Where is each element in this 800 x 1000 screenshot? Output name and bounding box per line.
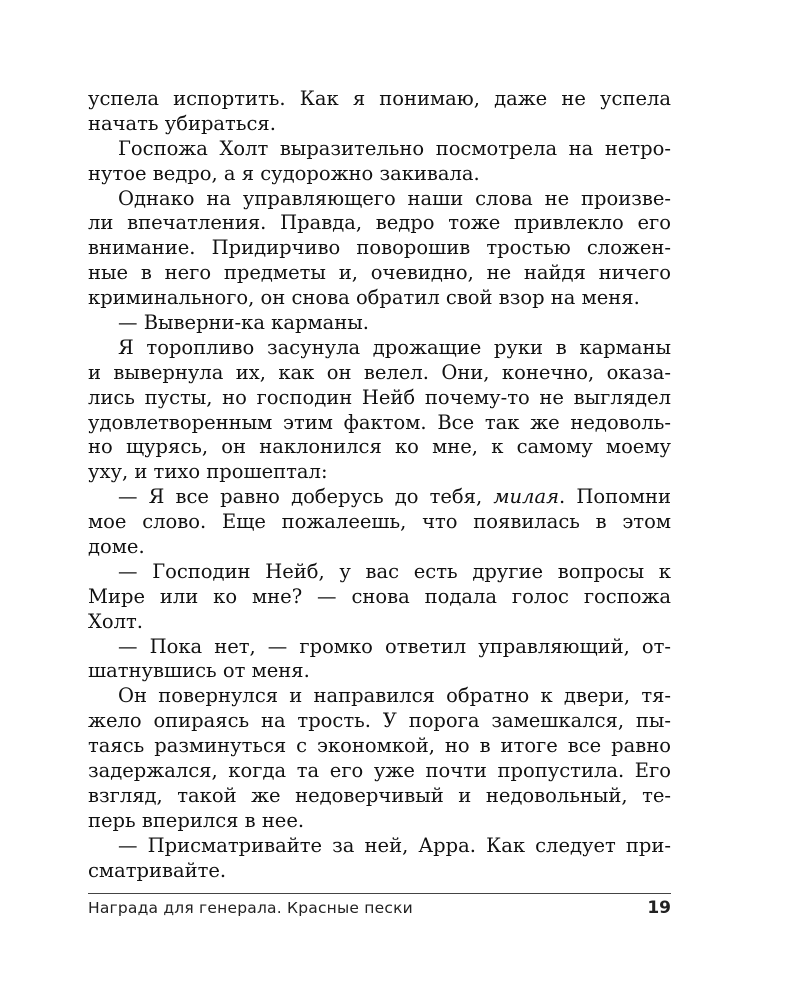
text-line: перь вперился в нее. — [88, 808, 305, 832]
text-line: Он повернулся и направился обратно к двери, тя- — [118, 684, 671, 708]
text-line: удовлетворенным этим фактом. Все так же недоволь- — [88, 410, 671, 434]
text-line: ли впечатления. Правда, ведро тоже привлекло его — [88, 211, 671, 235]
text-line: — Выверни-ка карманы. — [118, 311, 369, 335]
page-body-text — [88, 87, 671, 884]
text-line: и вывернула их, как он велел. Они, конечно, оказа- — [88, 360, 671, 384]
text-line: уху, и тихо прошептал: — [88, 460, 328, 484]
text-line: лись пусты, но господин Нейб почему-то не выглядел — [88, 385, 671, 409]
text-line: — Присматривайте за ней, Арра. Как следует при- — [118, 833, 671, 857]
text-line: Однако на управляющего наши слова не произве- — [118, 186, 671, 210]
text-line: ные в него предметы и, очевидно, не найдя ничего — [88, 261, 671, 285]
text-line: Мире или ко мне? — снова подала голос госпожа — [88, 584, 671, 608]
text-line: начать убираться. — [88, 111, 276, 135]
text-line: Холт. — [88, 609, 143, 633]
text-line: нутое ведро, а я судорожно закивала. — [88, 161, 480, 185]
text-line — [88, 485, 671, 510]
text-fragment: . Попомни — [559, 485, 671, 509]
text-line: внимание. Придирчиво поворошив тростью сложен- — [88, 236, 671, 260]
text-line: сматривайте. — [88, 858, 227, 882]
text-line: задержался, когда та его уже почти пропустила. Его — [88, 759, 671, 783]
text-line: мое слово. Еще пожалеешь, что появилась в этом — [88, 510, 671, 534]
text-line: жело опираясь на трость. У порога замешкался, пы- — [88, 709, 671, 733]
footer-divider — [88, 893, 671, 894]
page-number: 19 — [647, 898, 671, 918]
text-line: шатнувшись от меня. — [88, 659, 310, 683]
text-line: доме. — [88, 535, 145, 559]
text-line: — Пока нет, — громко ответил управляющий, от- — [118, 634, 671, 658]
text-line: взгляд, такой же недоверчивый и недовольный, те- — [88, 783, 671, 807]
text-line: таясь разминуться с экономкой, но в итоге все равно — [88, 734, 671, 758]
text-line: — Господин Нейб, у вас есть другие вопросы к — [118, 559, 671, 583]
text-line: Госпожа Холт выразительно посмотрела на нетро- — [118, 136, 671, 160]
text-line: но щурясь, он наклонился ко мне, к самому моему — [88, 435, 671, 459]
text-fragment: — Я все равно доберусь до тебя, — [118, 485, 494, 509]
text-line: Я торопливо засунула дрожащие руки в карманы — [118, 335, 671, 359]
text-line: криминального, он снова обратил свой взор на меня. — [88, 286, 640, 310]
book-title: Награда для генерала. Красные пески — [88, 899, 413, 917]
emphasized-word: милая — [493, 485, 559, 509]
page-footer — [88, 897, 671, 921]
text-line: успела испортить. Как я понимаю, даже не успела — [88, 87, 671, 110]
